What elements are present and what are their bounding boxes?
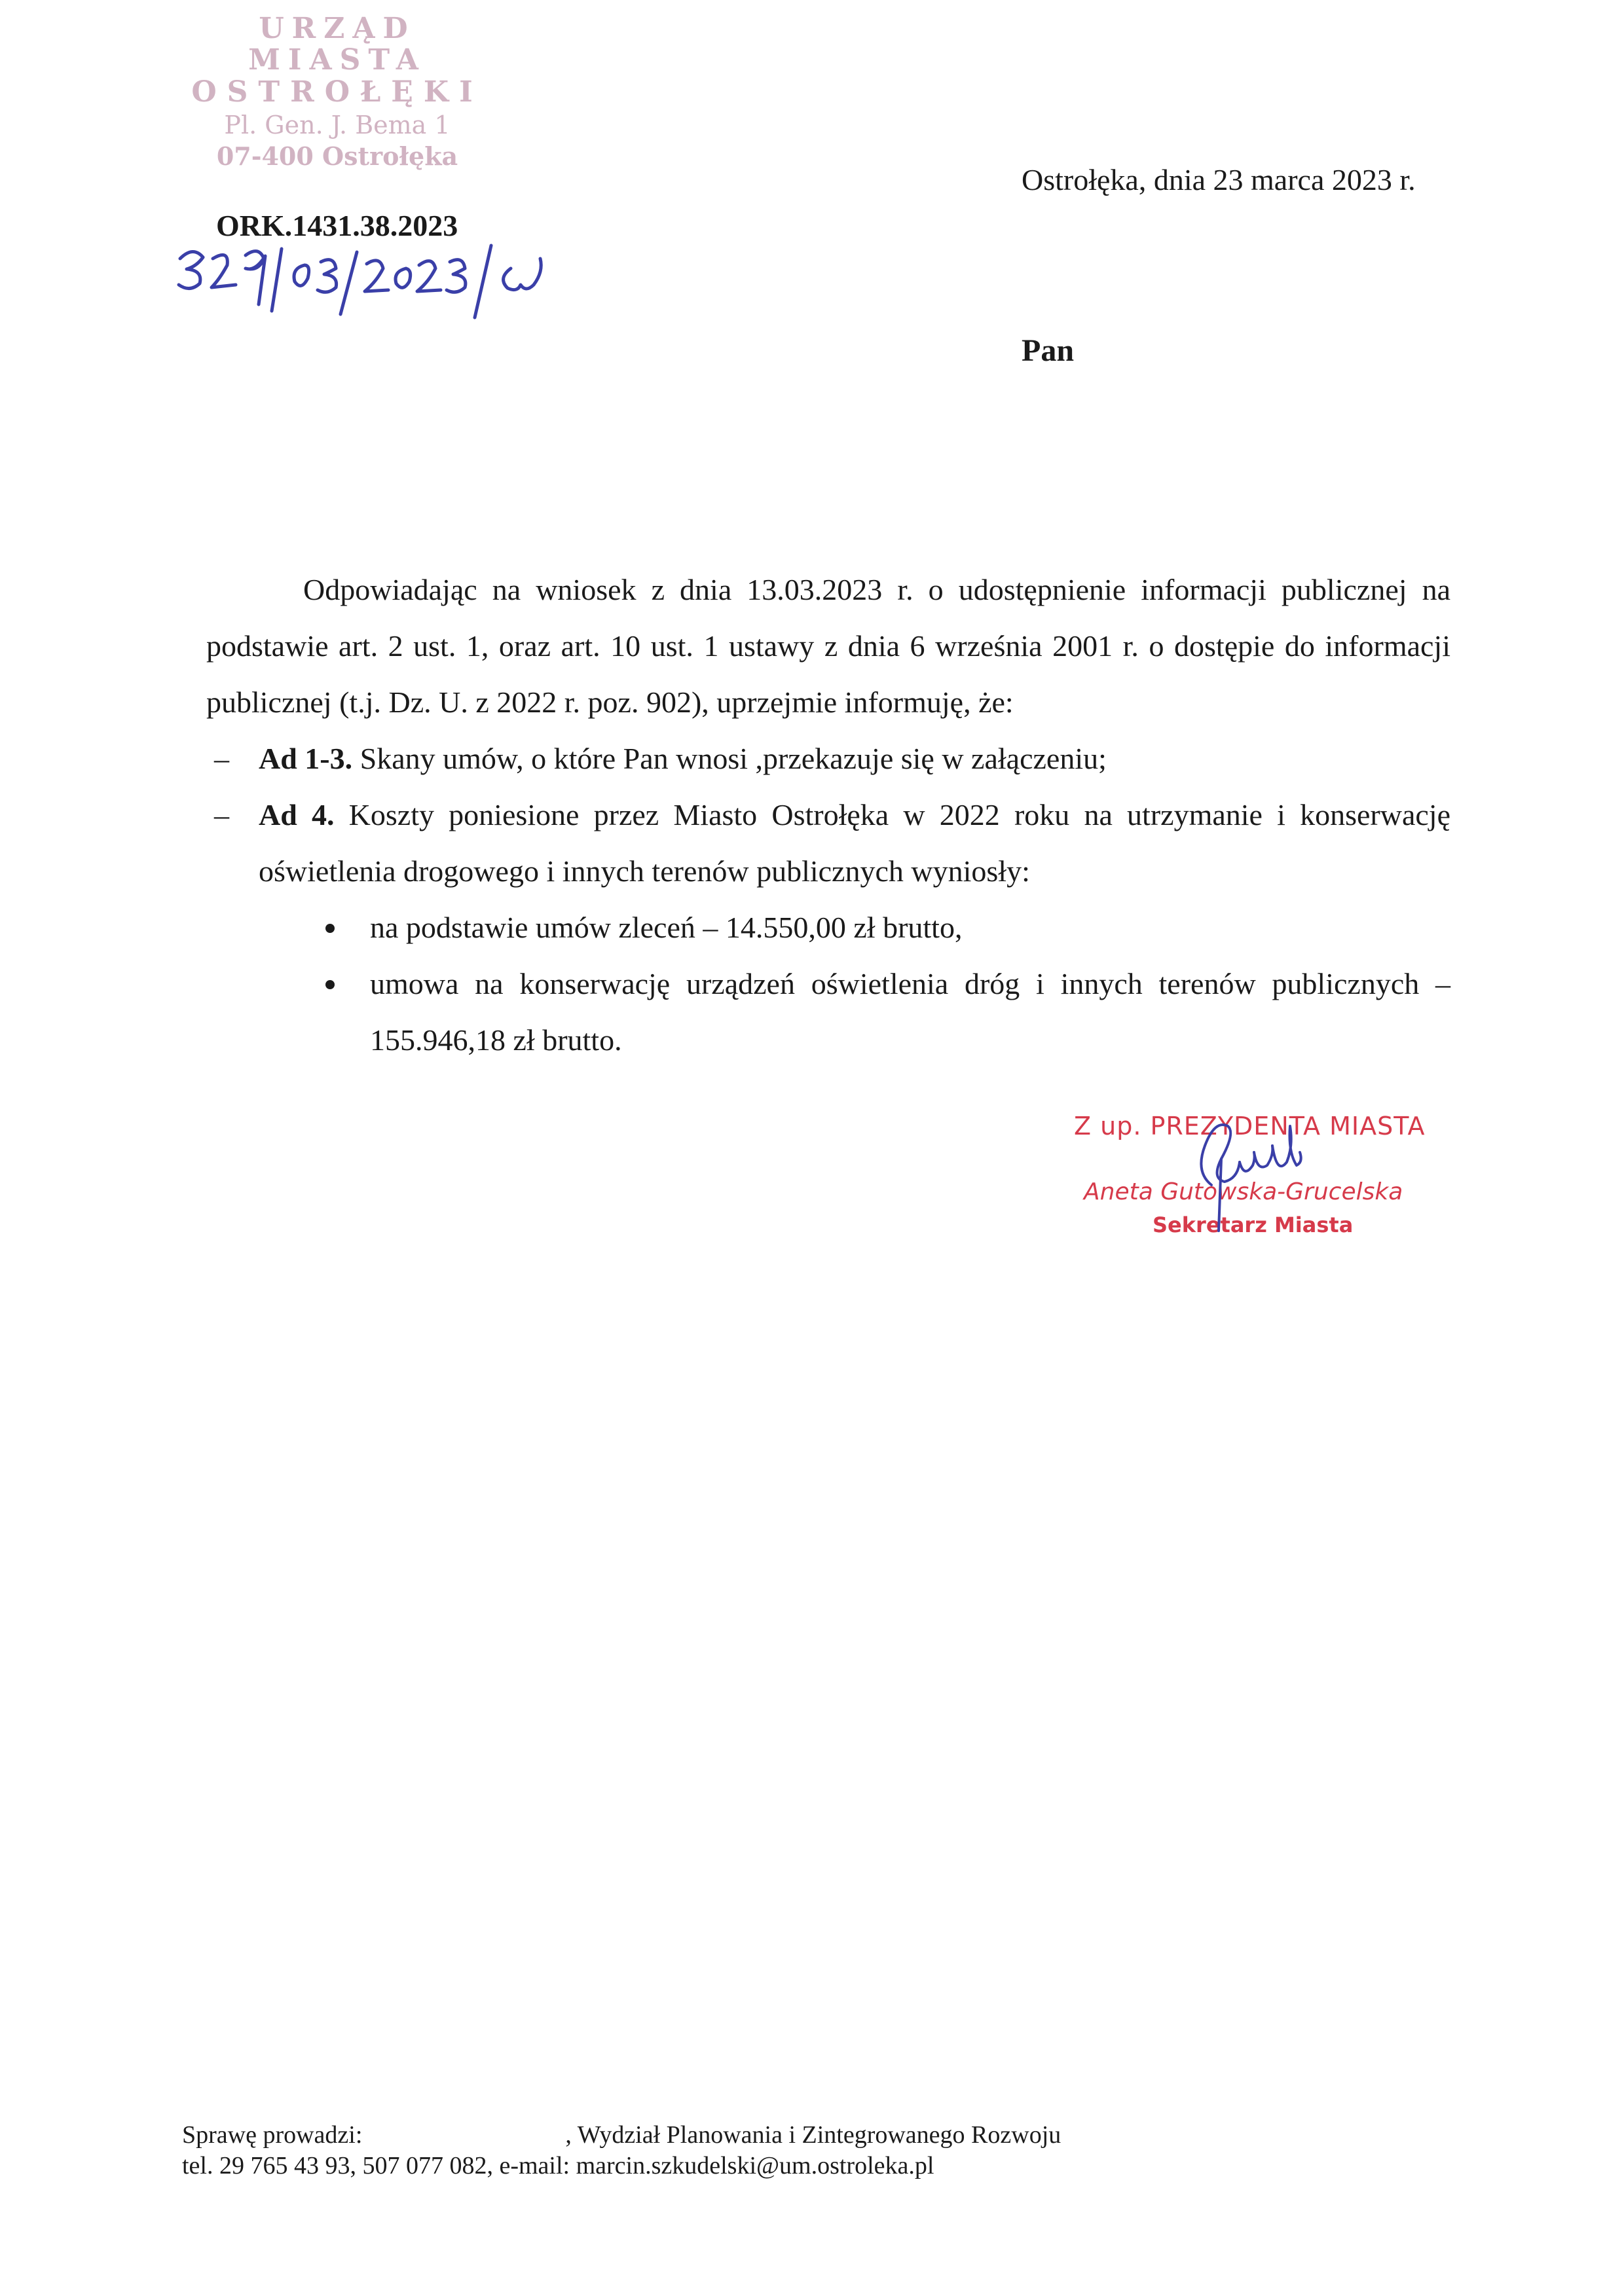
bullet-icon — [325, 924, 335, 933]
stamp-line-4: 07-400 Ostrołęka — [216, 141, 458, 171]
handwritten-reference-mark — [167, 232, 573, 324]
signatory-name: Aneta Gutowska-Grucelska — [1084, 1178, 1403, 1205]
reference-number: ORK.1431.38.2023 — [216, 209, 458, 242]
footer-contact — [182, 2120, 1061, 2181]
list-item-ad-4 — [206, 787, 1450, 900]
footer-line-2: tel. 29 765 43 93, 507 077 082, e-mail: marcin.szkudelski@um.ostroleka.pl — [182, 2152, 934, 2179]
office-stamp — [177, 13, 498, 172]
letter-date: Ostrołęka, dnia 23 marca 2023 r. — [1022, 163, 1416, 196]
list-item-ad-1-3 — [206, 731, 1450, 787]
stamp-line-1: URZĄD MIASTA — [248, 12, 426, 77]
ad-text: Koszty poniesione przez Miasto Ostrołęka w 2022 roku na utrzymanie i konserwację oświetlenia drogowego i innych terenów publicznych wyniosły: — [259, 798, 1450, 888]
cost-item-text: na podstawie umów zleceń – 14.550,00 zł brutto, — [370, 911, 963, 944]
department-name: , Wydział Planowania i Zintegrowanego Rozwoju — [565, 2121, 1061, 2149]
letter-body — [206, 562, 1450, 1068]
handwritten-signature — [1175, 1100, 1320, 1237]
stamp-line-3: Pl. Gen. J. Bema 1 — [224, 111, 451, 139]
dash-marker: – — [214, 798, 229, 831]
ad-text: Skany umów, o które Pan wnosi ,przekazuje się w załączeniu; — [360, 742, 1107, 775]
case-handler-label: Sprawę prowadzi: — [182, 2121, 363, 2149]
bullet-icon — [325, 980, 335, 989]
addressee: Pan — [1022, 333, 1075, 368]
cost-item — [206, 956, 1450, 1068]
dash-marker: – — [214, 742, 229, 775]
signature-authority: Z up. PREZYDENTA MIASTA — [1074, 1112, 1426, 1140]
ad-label: Ad 1-3. — [259, 742, 353, 775]
cost-item-text: umowa na konserwację urządzeń oświetlenia dróg i innych terenów publicznych – 155.946,18 zł brutto. — [370, 967, 1450, 1057]
footer-line-1 — [182, 2120, 1061, 2151]
intro-paragraph: Odpowiadając na wniosek z dnia 13.03.2023 r. o udostępnienie informacji publicznej na podstawie art. 2 ust. 1, oraz art. 10 ust. 1 ustawy z dnia 6 września 2001 r. o dostępie do informacji publicznej (t.j. Dz. U. z 2022 r. poz. 902), uprzejmie informuję, że: — [206, 573, 1450, 719]
signatory-role: Sekretarz Miasta — [1153, 1212, 1354, 1237]
cost-list — [206, 900, 1450, 1068]
ad-label: Ad 4. — [259, 798, 335, 831]
cost-item — [206, 900, 1450, 956]
signature-stamp — [1035, 1100, 1506, 1270]
stamp-line-2: OSTROŁĘKI — [191, 75, 483, 109]
